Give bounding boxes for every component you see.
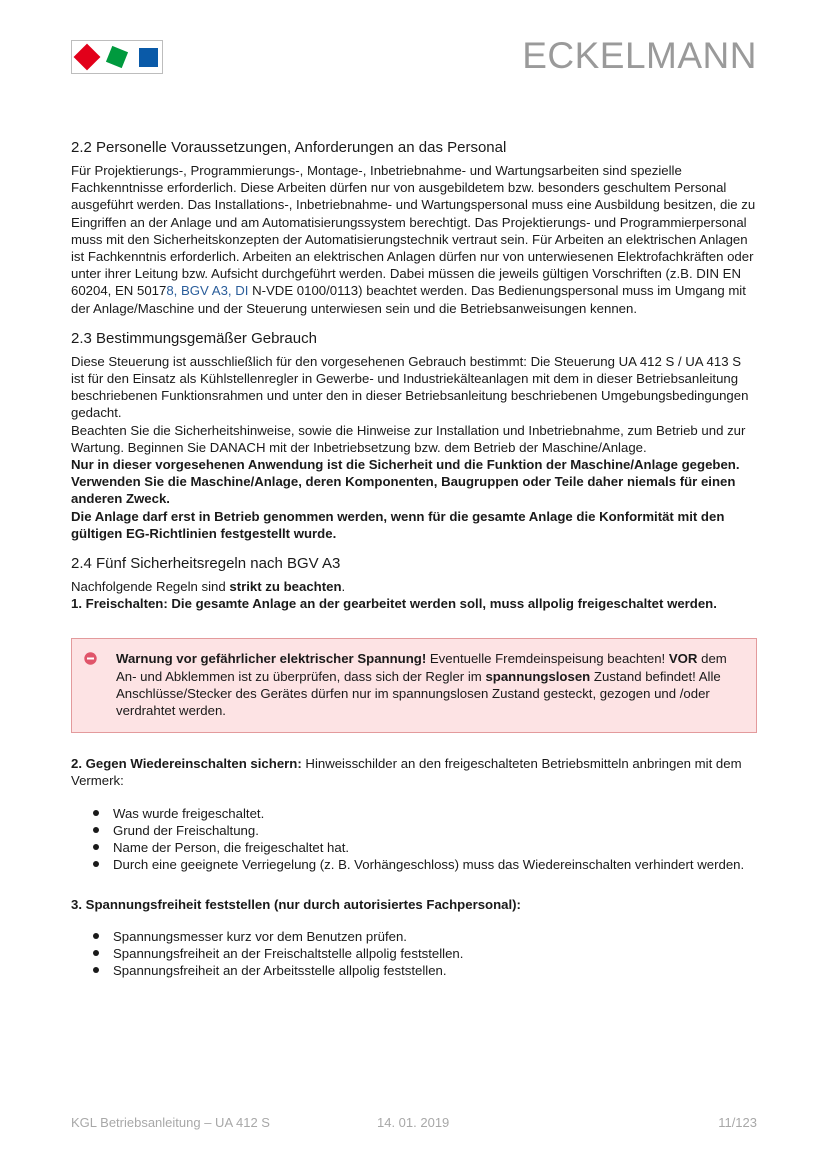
- section-2-4-heading: 2.4 Fünf Sicherheitsregeln nach BGV A3: [71, 555, 341, 573]
- list-item-text: Was wurde freigeschaltet.: [113, 805, 265, 821]
- section-2-2-body: [71, 162, 757, 317]
- warning-title: Warnung vor gefährlicher elektrischer Spannung!: [116, 651, 427, 667]
- warning-text-1: Eventuelle Fremdeinspeisung beachten!: [426, 651, 669, 667]
- bullet-icon: [93, 844, 99, 850]
- list-item-text: Name der Person, die freigeschaltet hat.: [113, 840, 350, 856]
- rule-3-list: [71, 928, 757, 980]
- footer-page-number: 11/123: [718, 1115, 757, 1130]
- warning-text-2: dem An- und Abklemmen ist zu überprüfen, dass sich der Regler im: [116, 651, 727, 684]
- intro-emphasis: strikt zu beachten: [229, 579, 342, 595]
- list-item: [71, 928, 757, 945]
- rule-2-list: [71, 805, 757, 874]
- warning-text: [116, 650, 742, 719]
- footer-document-title: KGL Betriebsanleitung – UA 412 S: [71, 1115, 270, 1130]
- section-2-3-paragraph-1: Diese Steuerung ist ausschließlich für den vorgesehenen Gebrauch bestimmt: Die Steuerung UA 412 S / UA 413 S ist für den Einsatz als Kühlstellenregler in Gewerbe- und Industriekälteanlagen mit dem in dieser Betriebsanleitung beschriebenen Funktionsrahmen und unter den in dieser Betriebsanleitung beschriebenen Umgebungsbedingungen gedacht.: [71, 353, 749, 421]
- warning-emphasis-spannungslos: spannungslosen: [485, 668, 591, 684]
- norm-reference-link[interactable]: 8, BGV A3, DI: [166, 283, 249, 299]
- list-item: [71, 856, 757, 873]
- list-item: [71, 945, 757, 962]
- bullet-icon: [93, 810, 99, 816]
- warning-box: [71, 638, 757, 733]
- list-item-text: Spannungsmesser kurz vor dem Benutzen prüfen.: [113, 928, 407, 944]
- list-item-text: Durch eine geeignete Verriegelung (z. B. Vorhängeschloss) muss das Wiedereinschalten verhindert werden.: [113, 857, 745, 873]
- rule-3-text: 3. Spannungsfreiheit feststellen (nur durch autorisiertes Fachpersonal):: [71, 896, 521, 912]
- rule-1-text: 1. Freischalten: Die gesamte Anlage an der gearbeitet werden soll, muss allpolig freigeschaltet werden.: [71, 596, 717, 612]
- section-2-3-paragraph-4: Die Anlage darf erst in Betrieb genommen werden, wenn für die gesamte Anlage die Konformität mit den gültigen EG-Richtlinien festgestellt wurde.: [71, 508, 725, 541]
- bullet-icon: [93, 950, 99, 956]
- section-2-3-paragraph-3: Nur in dieser vorgesehenen Anwendung ist die Sicherheit und die Funktion der Maschine/Anlage gegeben. Verwenden Sie die Maschine/Anlage, deren Komponenten, Baugruppen oder Teile daher niemals für einen anderen Zweck.: [71, 457, 740, 507]
- section-2-3-heading: 2.3 Bestimmungsgemäßer Gebrauch: [71, 329, 317, 347]
- list-item: [71, 805, 757, 822]
- intro-text: Nachfolgende Regeln sind: [71, 579, 226, 595]
- list-item-text: Grund der Freischaltung.: [113, 822, 259, 838]
- intro-end: .: [341, 579, 346, 595]
- list-item: [71, 822, 757, 839]
- section-2-4-intro: [71, 578, 757, 595]
- warning-emphasis-vor: VOR: [668, 651, 698, 667]
- footer-date: 14. 01. 2019: [377, 1115, 450, 1130]
- warning-text-3: Zustand befindet! Alle Anschlüsse/Stecker des Gerätes dürfen nur im spannungslosen Zustand gesteckt, gezogen und /oder verdrahtet werden.: [116, 668, 721, 719]
- section-2-2-text-b: N-VDE 0100/0113) beachtet werden. Das Bedienungspersonal muss im Umgang mit der Anlage/Maschine und der Steuerung unterwiesen sein und die Betriebsanweisungen kennen.: [71, 283, 746, 316]
- section-2-2-heading: 2.2 Personelle Voraussetzungen, Anforderungen an das Personal: [71, 139, 507, 156]
- list-item: [71, 962, 757, 979]
- bullet-icon: [93, 933, 99, 939]
- list-item: [71, 839, 757, 856]
- section-2-3-paragraph-2: Beachten Sie die Sicherheitshinweise, sowie die Hinweise zur Installation und Inbetriebnahme, zum Betrieb und zur Wartung. Beginnen Sie DANACH mit der Inbetriebsetzung bzw. dem Betrieb der Maschine/Anlage.: [71, 422, 746, 455]
- bullet-icon: [93, 827, 99, 833]
- list-item-text: Spannungsfreiheit an der Freischaltstelle allpolig feststellen.: [113, 945, 464, 961]
- rule-2-title: 2. Gegen Wiedereinschalten sichern:: [71, 756, 302, 772]
- bullet-icon: [93, 967, 99, 973]
- list-item-text: Spannungsfreiheit an der Arbeitsstelle allpolig feststellen.: [113, 963, 447, 979]
- section-2-2-text-a: Für Projektierungs-, Programmierungs-, Montage-, Inbetriebnahme- und Wartungsarbeiten sind spezielle Fachkenntnisse erforderlich. Diese Arbeiten dürfen nur von ausgebildetem bzw. besonders geschultem Personal ausgeführt werden. Das Installations-, Inbetriebnahme- und Wartungspersonal muss eine Ausbildung besitzen, die zu Eingriffen an der Anlage und am Automatisierungssystem berechtigt. Das Projektierungs- und Programmierpersonal muss mit den Sicherheitskonzepten der Automatisierungstechnik vertraut sein. Für Arbeiten an elektrischen Anlagen ist Fachkenntnis erforderlich. Arbeiten an elektrischen Anlagen dürfen nur von unterwiesenen Elektrofachkräften oder unter ihrer Leitung bzw. Aufsicht durchgeführt werden. Dabei müssen die jeweils gültigen Vorschriften (z.B. DIN EN 60204, EN 5017: [71, 163, 756, 299]
- warning-stop-icon: [84, 652, 97, 665]
- eckelmann-logo: [71, 40, 163, 74]
- rule-2-text: [71, 755, 757, 789]
- page-footer: [71, 1114, 757, 1132]
- bullet-icon: [93, 861, 99, 867]
- brand-wordmark: ECKELMANN: [522, 35, 757, 76]
- page-content: [71, 138, 757, 979]
- rule-2-description: Hinweisschilder an den freigeschalteten Betriebsmitteln anbringen mit dem Vermerk:: [71, 756, 742, 789]
